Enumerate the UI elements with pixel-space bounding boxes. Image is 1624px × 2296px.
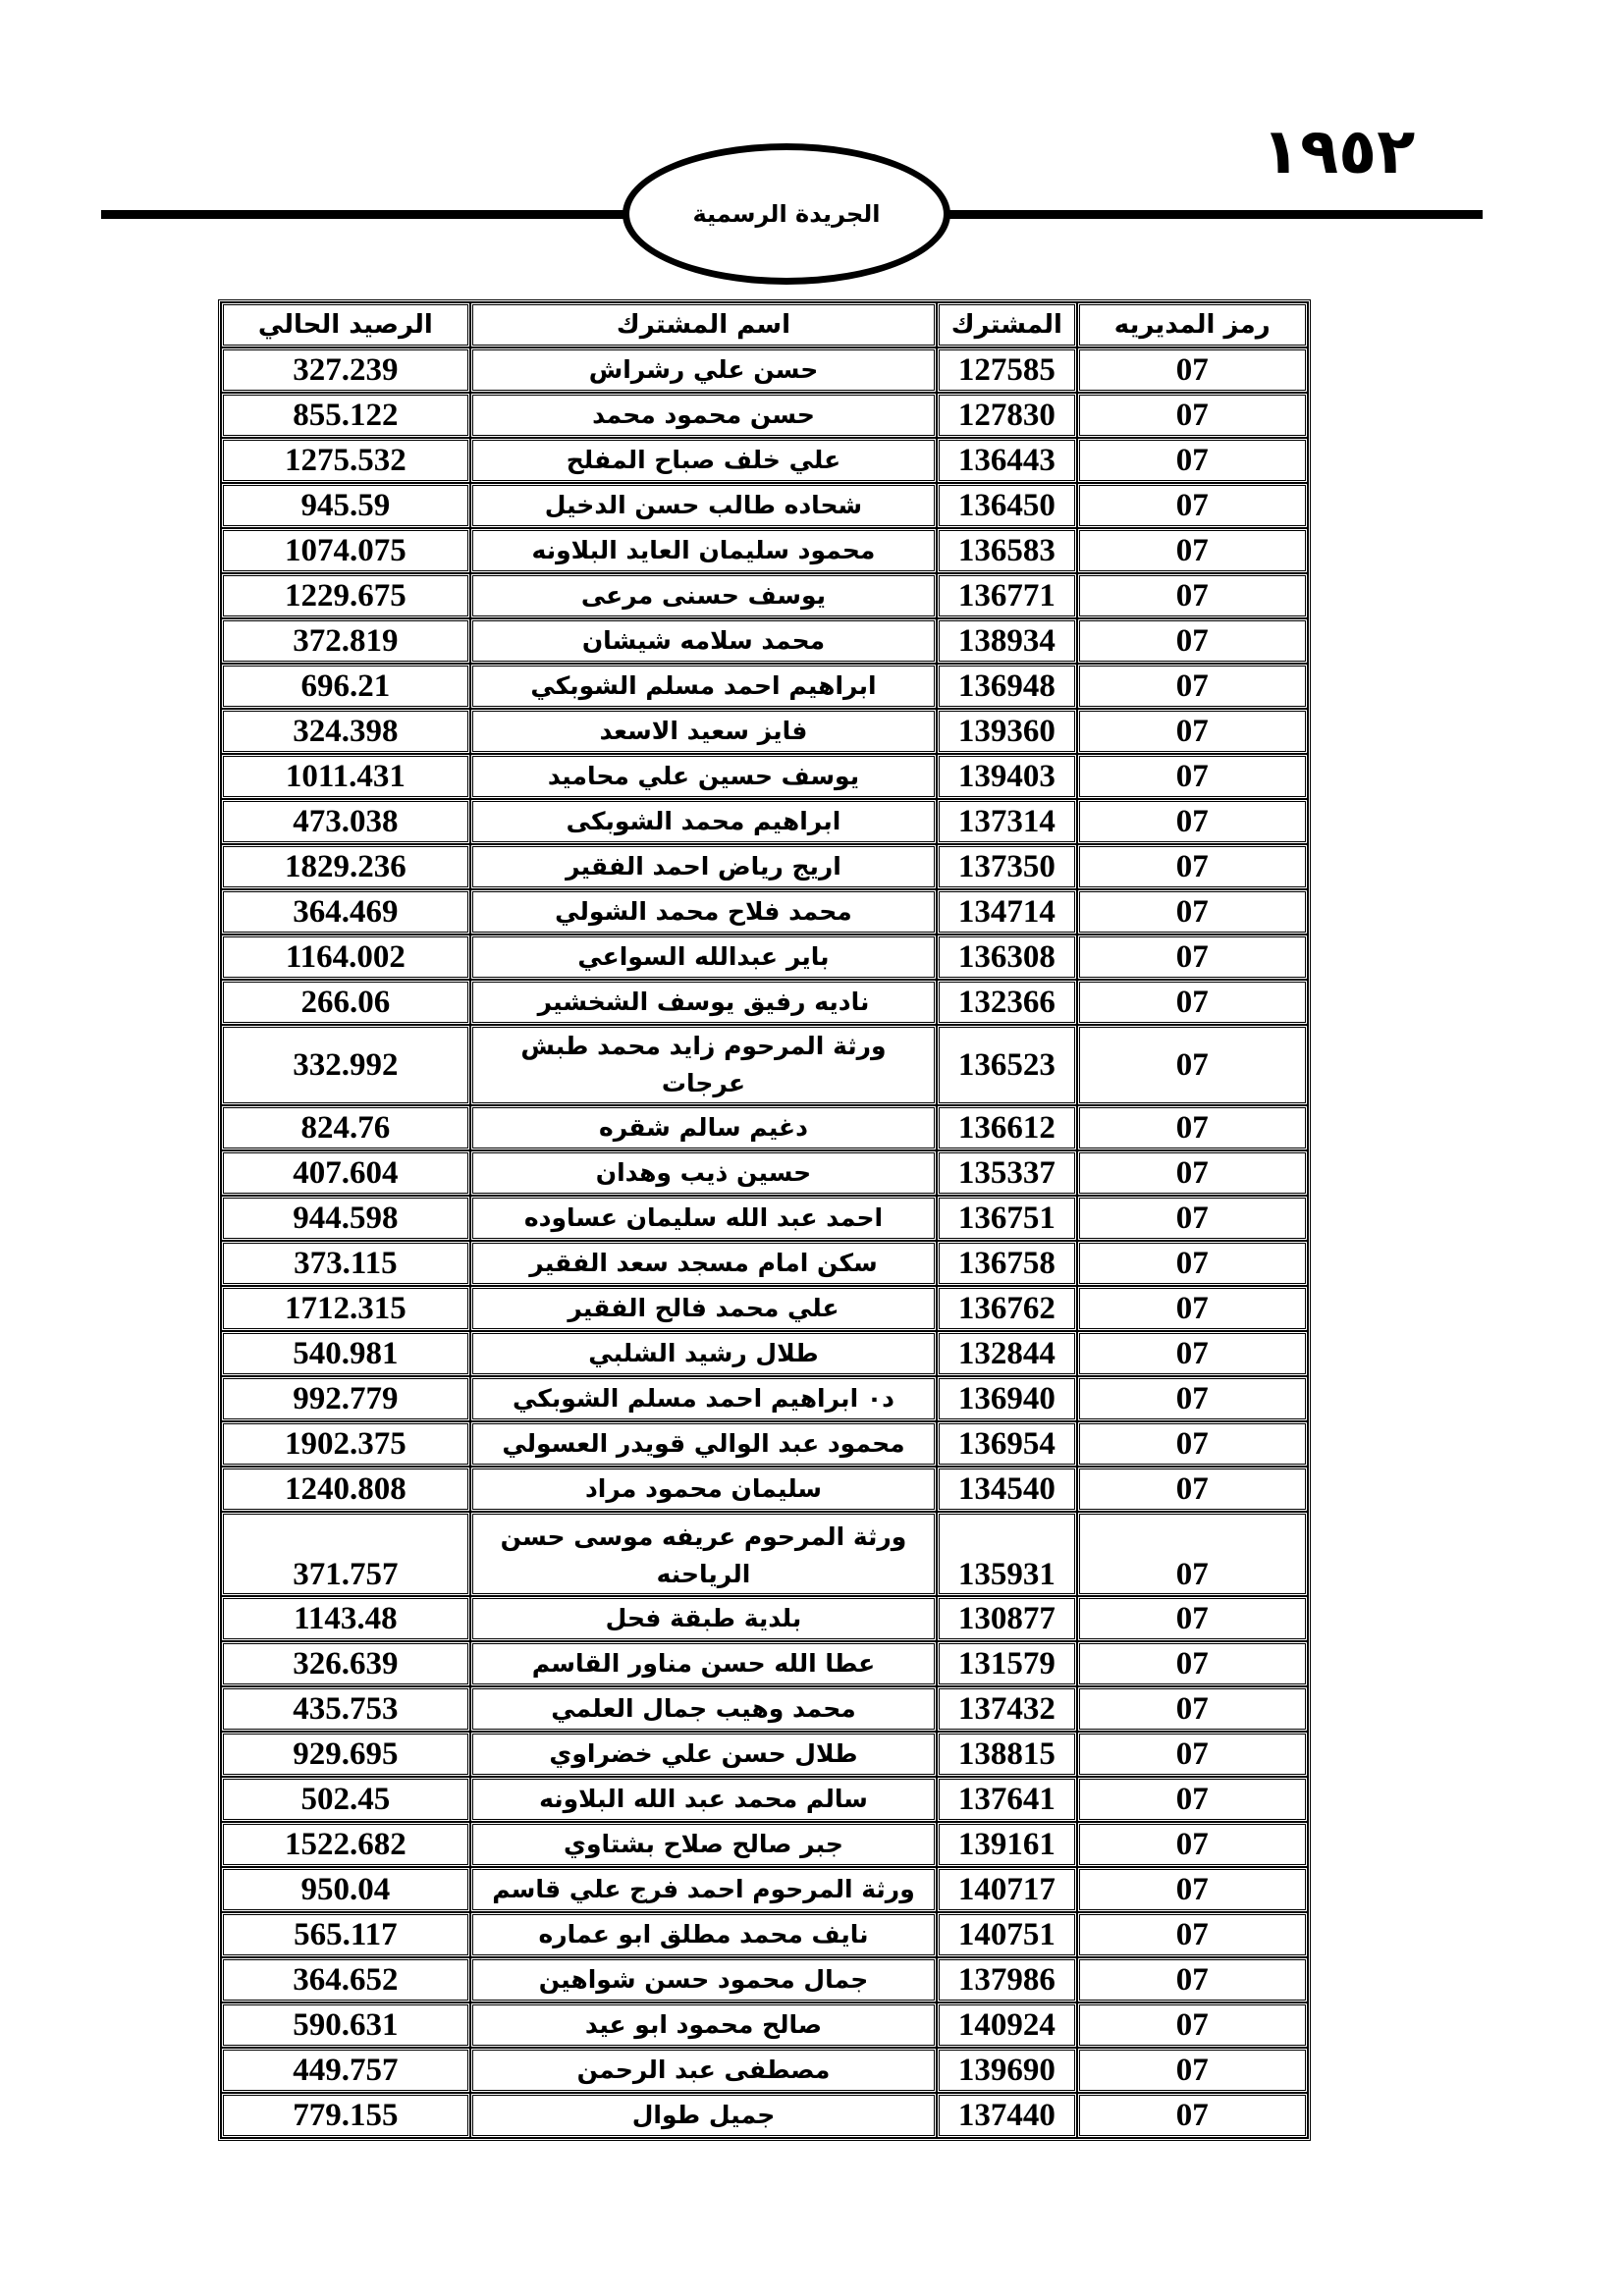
cell-subscriber-name: د٠ ابراهيم احمد مسلم الشوبكي [470,1376,938,1421]
cell-subscriber-number: 137350 [937,844,1076,889]
cell-current-balance: 1074.075 [221,528,470,573]
table-row [221,1241,1308,1286]
cell-subscriber-number: 136948 [937,664,1076,709]
cell-directorate-code: 07 [1077,1467,1309,1512]
cell-directorate-code: 07 [1077,2093,1309,2138]
table-row [221,1732,1308,1777]
cell-subscriber-name: احمد عبد الله سليمان عساوده [470,1196,938,1241]
table-row [221,1867,1308,1912]
cell-current-balance: 371.757 [221,1512,470,1596]
cell-directorate-code: 07 [1077,1867,1309,1912]
cell-subscriber-name: محمد وهيب جمال العلمي [470,1686,938,1732]
cell-current-balance: 435.753 [221,1686,470,1732]
table-row [221,709,1308,754]
table-row [221,1196,1308,1241]
cell-directorate-code: 07 [1077,618,1309,664]
cell-subscriber-number: 140751 [937,1912,1076,1957]
table-row [221,889,1308,934]
cell-subscriber-number: 135337 [937,1150,1076,1196]
cell-subscriber-number: 136758 [937,1241,1076,1286]
cell-current-balance: 449.757 [221,2048,470,2093]
cell-directorate-code: 07 [1077,754,1309,799]
cell-subscriber-number: 140924 [937,2002,1076,2048]
cell-current-balance: 407.604 [221,1150,470,1196]
cell-directorate-code: 07 [1077,1331,1309,1376]
table-row [221,393,1308,438]
table-row [221,573,1308,618]
cell-subscriber-number: 136443 [937,438,1076,483]
table-row [221,1777,1308,1822]
cell-current-balance: 944.598 [221,1196,470,1241]
publication-title: الجريدة الرسمية [692,200,881,228]
table-row [221,1150,1308,1196]
cell-subscriber-number: 131579 [937,1641,1076,1686]
cell-subscriber-name: سكن امام مسجد سعد الفقير [470,1241,938,1286]
cell-directorate-code: 07 [1077,799,1309,844]
cell-current-balance: 1143.48 [221,1596,470,1641]
cell-subscriber-name: يوسف حسين علي محاميد [470,754,938,799]
table-row [221,1331,1308,1376]
cell-directorate-code: 07 [1077,1912,1309,1957]
cell-subscriber-number: 137314 [937,799,1076,844]
cell-subscriber-name: محمد فلاح محمد الشولي [470,889,938,934]
cell-directorate-code: 07 [1077,1822,1309,1867]
cell-subscriber-name: شحاده طالب حسن الدخيل [470,483,938,528]
table-row [221,2093,1308,2138]
cell-directorate-code: 07 [1077,889,1309,934]
page-number: ١٩٥٢ [1262,116,1416,188]
cell-subscriber-number: 137641 [937,1777,1076,1822]
table-row [221,1512,1308,1596]
cell-subscriber-number: 134540 [937,1467,1076,1512]
cell-subscriber-name: مصطفى عبد الرحمن [470,2048,938,2093]
table-row [221,754,1308,799]
cell-subscriber-number: 139690 [937,2048,1076,2093]
cell-current-balance: 326.639 [221,1641,470,1686]
cell-subscriber-name: طلال رشيد الشلبي [470,1331,938,1376]
cell-current-balance: 1011.431 [221,754,470,799]
cell-subscriber-name: دغيم سالم شقره [470,1105,938,1150]
table-row [221,1421,1308,1467]
cell-subscriber-name: ناديه رفيق يوسف الشخشير [470,980,938,1025]
table-row [221,1596,1308,1641]
cell-current-balance: 1275.532 [221,438,470,483]
cell-directorate-code: 07 [1077,1196,1309,1241]
table-header-row [221,302,1308,347]
cell-subscriber-name: محمود عبد الوالي قويدر العسولي [470,1421,938,1467]
table-row [221,799,1308,844]
cell-subscriber-number: 137986 [937,1957,1076,2002]
cell-subscriber-name: علي محمد فالح الفقير [470,1286,938,1331]
cell-current-balance: 950.04 [221,1867,470,1912]
cell-subscriber-name: ورثة المرحوم احمد فرج علي قاسم [470,1867,938,1912]
cell-subscriber-number: 136450 [937,483,1076,528]
table-row [221,1467,1308,1512]
cell-directorate-code: 07 [1077,1641,1309,1686]
cell-subscriber-number: 136612 [937,1105,1076,1150]
cell-subscriber-name: حسن علي رشراش [470,347,938,393]
cell-subscriber-number: 136308 [937,934,1076,980]
cell-directorate-code: 07 [1077,1732,1309,1777]
cell-directorate-code: 07 [1077,1150,1309,1196]
cell-subscriber-name: باير عبدالله السواعي [470,934,938,980]
table-row [221,980,1308,1025]
cell-subscriber-number: 136583 [937,528,1076,573]
cell-directorate-code: 07 [1077,709,1309,754]
cell-subscriber-name: جميل طوال [470,2093,938,2138]
column-header-subscriber-name: اسم المشترك [470,302,938,347]
cell-subscriber-name: نايف محمد مطلق ابو عماره [470,1912,938,1957]
cell-subscriber-name: جمال محمود حسن شواهين [470,1957,938,2002]
cell-subscriber-number: 140717 [937,1867,1076,1912]
cell-current-balance: 373.115 [221,1241,470,1286]
cell-subscriber-name: سليمان محمود مراد [470,1467,938,1512]
table-row [221,347,1308,393]
cell-current-balance: 992.779 [221,1376,470,1421]
cell-subscriber-number: 139360 [937,709,1076,754]
cell-subscriber-number: 136771 [937,573,1076,618]
cell-directorate-code: 07 [1077,1421,1309,1467]
cell-subscriber-name: بلدية طبقة فحل [470,1596,938,1641]
cell-subscriber-number: 132844 [937,1331,1076,1376]
cell-current-balance: 332.992 [221,1025,470,1105]
cell-subscriber-number: 139161 [937,1822,1076,1867]
cell-current-balance: 1829.236 [221,844,470,889]
cell-directorate-code: 07 [1077,844,1309,889]
cell-subscriber-name: عطا الله حسن مناور القاسم [470,1641,938,1686]
cell-current-balance: 945.59 [221,483,470,528]
cell-subscriber-name: محمد سلامه شيشان [470,618,938,664]
column-header-current-balance: الرصيد الحالي [221,302,470,347]
table-row [221,483,1308,528]
cell-directorate-code: 07 [1077,1777,1309,1822]
cell-subscriber-number: 137432 [937,1686,1076,1732]
cell-directorate-code: 07 [1077,1957,1309,2002]
cell-subscriber-name: فايز سعيد الاسعد [470,709,938,754]
cell-current-balance: 929.695 [221,1732,470,1777]
cell-current-balance: 855.122 [221,393,470,438]
table-row [221,1286,1308,1331]
cell-current-balance: 1164.002 [221,934,470,980]
cell-directorate-code: 07 [1077,2048,1309,2093]
cell-current-balance: 364.652 [221,1957,470,2002]
cell-directorate-code: 07 [1077,393,1309,438]
cell-current-balance: 779.155 [221,2093,470,2138]
cell-current-balance: 1522.682 [221,1822,470,1867]
cell-subscriber-number: 127585 [937,347,1076,393]
cell-subscriber-name: يوسف حسنى مرعى [470,573,938,618]
cell-subscriber-name: محمود سليمان العايد البلاونه [470,528,938,573]
cell-current-balance: 696.21 [221,664,470,709]
table-row [221,1376,1308,1421]
cell-subscriber-name: ورثة المرحوم عريفه موسى حسن الرياحنه [470,1512,938,1596]
column-header-directorate-code: رمز المديريه [1077,302,1309,347]
cell-current-balance: 502.45 [221,1777,470,1822]
cell-subscriber-number: 139403 [937,754,1076,799]
publication-emblem [623,143,950,285]
cell-subscriber-number: 137440 [937,2093,1076,2138]
cell-subscriber-number: 134714 [937,889,1076,934]
cell-subscriber-number: 136523 [937,1025,1076,1105]
cell-current-balance: 824.76 [221,1105,470,1150]
table-row [221,1686,1308,1732]
cell-subscriber-number: 127830 [937,393,1076,438]
cell-directorate-code: 07 [1077,2002,1309,2048]
table-row [221,528,1308,573]
cell-directorate-code: 07 [1077,1286,1309,1331]
cell-subscriber-number: 136954 [937,1421,1076,1467]
table-row [221,934,1308,980]
table-row [221,1641,1308,1686]
cell-directorate-code: 07 [1077,1025,1309,1105]
table-row [221,1025,1308,1105]
cell-current-balance: 324.398 [221,709,470,754]
cell-subscriber-number: 135931 [937,1512,1076,1596]
table-row [221,2048,1308,2093]
cell-current-balance: 473.038 [221,799,470,844]
cell-subscriber-name: صالح محمود ابو عيد [470,2002,938,2048]
table-row [221,2002,1308,2048]
cell-directorate-code: 07 [1077,980,1309,1025]
cell-directorate-code: 07 [1077,528,1309,573]
cell-subscriber-number: 132366 [937,980,1076,1025]
cell-current-balance: 1240.808 [221,1467,470,1512]
cell-directorate-code: 07 [1077,1686,1309,1732]
cell-current-balance: 372.819 [221,618,470,664]
table-row [221,618,1308,664]
cell-directorate-code: 07 [1077,483,1309,528]
cell-subscriber-name: ابراهيم احمد مسلم الشوبكي [470,664,938,709]
cell-directorate-code: 07 [1077,573,1309,618]
cell-current-balance: 266.06 [221,980,470,1025]
table-row [221,1105,1308,1150]
table-row [221,664,1308,709]
cell-subscriber-name: حسن محمود محمد [470,393,938,438]
cell-directorate-code: 07 [1077,1105,1309,1150]
table-row [221,438,1308,483]
table-row [221,1957,1308,2002]
cell-current-balance: 364.469 [221,889,470,934]
cell-current-balance: 1229.675 [221,573,470,618]
cell-directorate-code: 07 [1077,1512,1309,1596]
subscribers-table [218,299,1311,2141]
cell-directorate-code: 07 [1077,664,1309,709]
table-row [221,844,1308,889]
cell-subscriber-name: ورثة المرحوم زايد محمد طبش عرجات [470,1025,938,1105]
cell-directorate-code: 07 [1077,1376,1309,1421]
cell-subscriber-number: 136762 [937,1286,1076,1331]
column-header-subscriber-number: المشترك [937,302,1076,347]
cell-subscriber-name: اريج رياض احمد الفقير [470,844,938,889]
cell-subscriber-name: جبر صالح صلاح بشتاوي [470,1822,938,1867]
cell-subscriber-name: طلال حسن علي خضراوي [470,1732,938,1777]
cell-subscriber-number: 130877 [937,1596,1076,1641]
cell-directorate-code: 07 [1077,1596,1309,1641]
cell-subscriber-number: 136940 [937,1376,1076,1421]
cell-subscriber-number: 138934 [937,618,1076,664]
cell-subscriber-name: حسين ذيب وهدان [470,1150,938,1196]
cell-subscriber-name: علي خلف صباح المفلح [470,438,938,483]
cell-directorate-code: 07 [1077,934,1309,980]
cell-subscriber-number: 138815 [937,1732,1076,1777]
cell-current-balance: 327.239 [221,347,470,393]
table-row [221,1822,1308,1867]
cell-current-balance: 540.981 [221,1331,470,1376]
cell-directorate-code: 07 [1077,347,1309,393]
cell-subscriber-number: 136751 [937,1196,1076,1241]
cell-current-balance: 1712.315 [221,1286,470,1331]
cell-directorate-code: 07 [1077,438,1309,483]
cell-current-balance: 565.117 [221,1912,470,1957]
cell-current-balance: 590.631 [221,2002,470,2048]
table-row [221,1912,1308,1957]
cell-current-balance: 1902.375 [221,1421,470,1467]
cell-directorate-code: 07 [1077,1241,1309,1286]
cell-subscriber-name: ابراهيم محمد الشوبكى [470,799,938,844]
cell-subscriber-name: سالم محمد عبد الله البلاونه [470,1777,938,1822]
